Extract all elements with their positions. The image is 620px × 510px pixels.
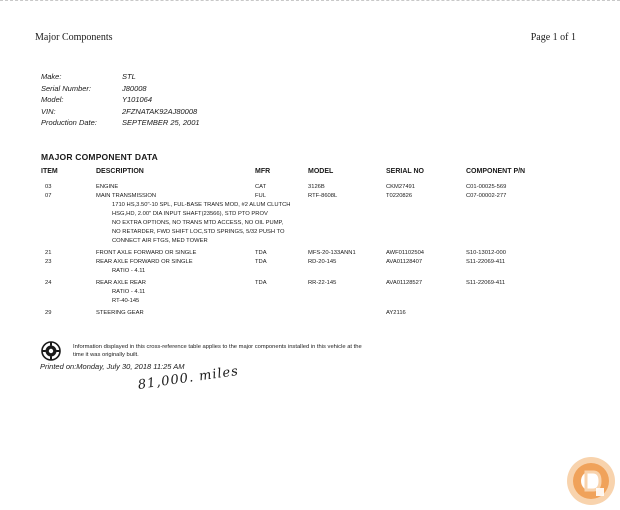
cell-mfr: TDA [255, 259, 267, 265]
page-top-border [0, 0, 620, 3]
cell-item: 29 [45, 310, 52, 316]
table-row [0, 249, 620, 258]
cell-description: MAIN TRANSMISSION [96, 193, 157, 199]
table-row-continuation [0, 210, 620, 219]
cell-component-pn: S11-22069-411 [466, 259, 506, 265]
cell-description-continued: CONNECT AIR FTGS, MED TOWER [112, 238, 208, 244]
table-row-continuation [0, 237, 620, 246]
table-row-continuation [0, 201, 620, 210]
table-row [0, 258, 620, 267]
cell-description: FRONT AXLE FORWARD OR SINGLE [96, 250, 197, 256]
cell-serial: CKM27491 [386, 184, 416, 190]
vehicle-info-value: Y101064 [122, 95, 153, 104]
vehicle-info-value: STL [122, 72, 136, 81]
cell-mfr: FUL [255, 193, 266, 199]
cell-item: 03 [45, 184, 52, 190]
vehicle-info-row [41, 83, 200, 95]
table-row [0, 279, 620, 288]
table-row-continuation [0, 288, 620, 297]
vehicle-info-label: Make: [41, 72, 62, 81]
cell-item: 24 [45, 280, 52, 286]
column-header-model: MODEL [308, 168, 334, 175]
vehicle-info-row [41, 94, 200, 106]
column-header-description: DESCRIPTION [96, 168, 144, 175]
cell-item: 21 [45, 250, 52, 256]
cell-serial: AWF01102504 [386, 250, 425, 256]
vehicle-info-label: Model: [41, 95, 64, 104]
cell-description-continued: RATIO - 4.11 [112, 268, 146, 274]
cell-component-pn: C01-00025-569 [466, 184, 507, 190]
vehicle-info-label: Serial Number: [41, 83, 92, 93]
cell-model: RTF-8608L [308, 193, 338, 199]
cell-description-continued: RT-40-145 [112, 298, 140, 304]
info-note [41, 341, 373, 361]
table-row-continuation [0, 219, 620, 228]
cell-model: RD-20-145 [308, 259, 337, 265]
vehicle-info-row [41, 106, 200, 118]
gear-wrench-icon [41, 341, 61, 361]
vehicle-info-value: J80008 [122, 83, 147, 93]
vehicle-info-row [41, 117, 200, 129]
vehicle-info-value: SEPTEMBER 25, 2001 [122, 118, 200, 127]
vehicle-info-row [41, 71, 200, 83]
cell-mfr: TDA [255, 280, 267, 286]
handwritten-mileage: 81,000. miles [136, 363, 240, 393]
column-header-serial: SERIAL NO [386, 168, 424, 175]
column-header-component-pn: COMPONENT P/N [466, 168, 526, 175]
table-row [0, 183, 620, 192]
cell-description: REAR AXLE REAR [96, 280, 146, 286]
cell-model: RR-22-145 [308, 280, 337, 286]
vehicle-info-label: Production Date: [41, 118, 97, 127]
column-header-mfr: MFR [255, 168, 271, 175]
column-header-item: ITEM [41, 168, 58, 175]
vehicle-info-value: 2FZNATAK92AJ80008 [122, 106, 198, 116]
cell-description-continued: NO EXTRA OPTIONS, NO TRANS MTD ACCESS, NO OIL PUMP, [112, 220, 284, 226]
cell-description: STEERING GEAR [96, 310, 144, 316]
cell-model: MFS-20-133ANN1 [308, 250, 356, 256]
cell-serial: AVA01128527 [386, 280, 423, 286]
cell-description-continued: RATIO - 4.11 [112, 289, 146, 295]
table-row [0, 192, 620, 201]
cell-description: ENGINE [96, 184, 119, 190]
cell-description-continued: NO RETARDER, FWD SHIFT LOC,STD SPRINGS, 5/32 PUSH TO [112, 229, 285, 235]
vehicle-info [41, 71, 200, 129]
page-number: Page 1 of 1 [530, 32, 576, 43]
cell-model: 3126B [308, 184, 325, 190]
cell-component-pn: C07-00002-277 [466, 193, 507, 199]
table-row-continuation [0, 297, 620, 306]
cell-description-continued: HSG,HD, 2.00" DIA INPUT SHAFT(23566), STD PTO PROV [112, 211, 268, 217]
cell-serial: T0220826 [386, 193, 413, 199]
section-title: MAJOR COMPONENT DATA [41, 152, 159, 162]
component-table [0, 183, 620, 318]
cell-serial: AVA01128407 [386, 259, 423, 265]
vehicle-info-label: VIN: [41, 106, 56, 116]
info-note-text: Information displayed in this cross-reference table applies to the major components installed in this vehicle at the time it was originally built. [73, 344, 362, 358]
cell-serial: AY2116 [386, 310, 406, 316]
cell-item: 23 [45, 259, 52, 265]
cell-component-pn: S10-13012-000 [466, 250, 506, 256]
cell-item: 07 [45, 193, 52, 199]
table-row [0, 309, 620, 318]
table-row-continuation [0, 267, 620, 276]
table-row-continuation [0, 228, 620, 237]
cell-description: REAR AXLE FORWARD OR SINGLE [96, 259, 193, 265]
cell-description-continued: 1710 HS,3.50"-10 SPL, FUL-BASE TRANS MOD, #2 ALUM CLUTCH [112, 202, 291, 208]
document-title: Major Components [35, 32, 113, 43]
cell-mfr: TDA [255, 250, 267, 256]
printed-on: Printed on:Monday, July 30, 2018 11:25 AM [40, 362, 185, 371]
crane-network-logo [566, 456, 616, 506]
cell-mfr: CAT [255, 184, 267, 190]
cell-component-pn: S11-22069-411 [466, 280, 506, 286]
